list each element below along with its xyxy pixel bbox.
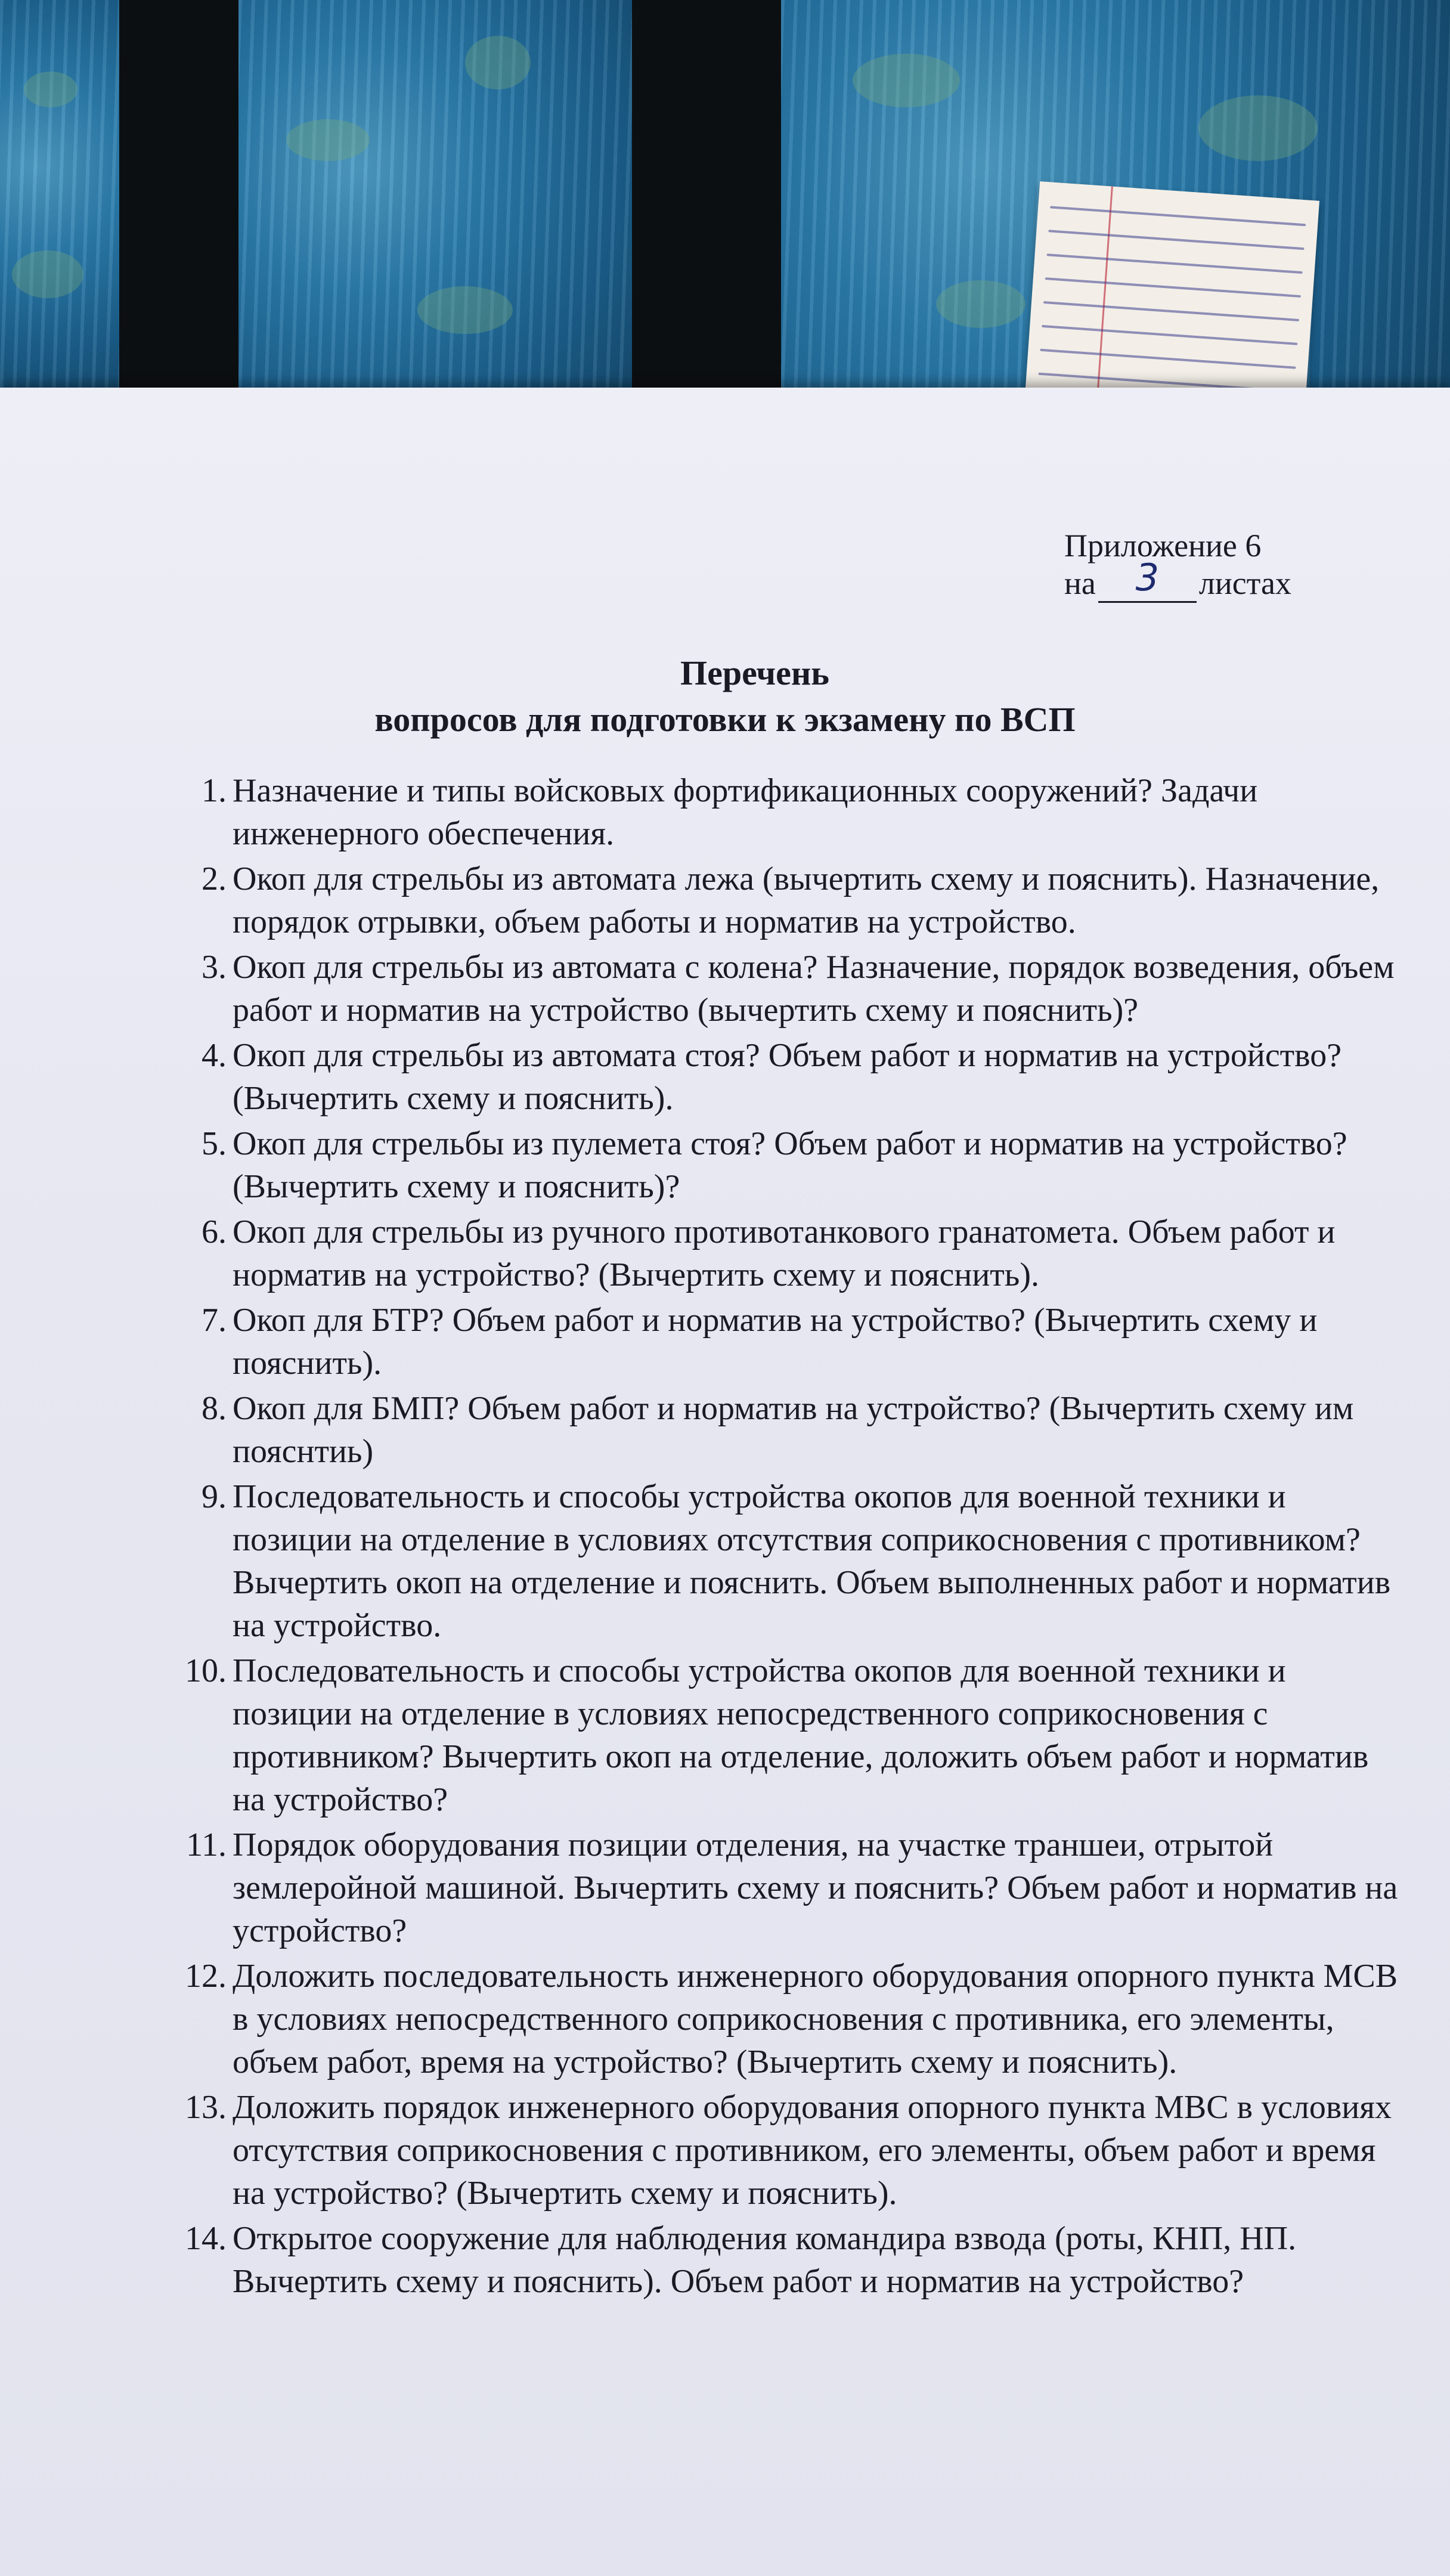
question-item [173,1475,1407,1647]
question-number: 13. [185,2089,227,2126]
question-text: Последовательность и способы устройства окопов для военной техники и позиции на отделение в условиях непосредственного соприкосновения с противником? Вычертить окоп на отделение, доложить объем работ и норматив на устройство? [233,1652,1369,1818]
question-number: 8. [202,1390,227,1427]
question-number: 3. [202,949,227,986]
question-item [173,1387,1407,1473]
question-text: Окоп для стрельбы из автомата стоя? Объем работ и норматив на устройство? (Вычертить схему и пояснить). [233,1037,1342,1117]
question-text: Окоп для стрельбы из автомата с колена? Назначение, порядок возведения, объем работ и норматив на устройство (вычертить схему и пояснить)? [233,949,1395,1029]
question-text: Окоп для БТР? Объем работ и норматив на устройство? (Вычертить схему и пояснить). [233,1302,1318,1382]
exam-questions-sheet [0,388,1450,2576]
question-number: 4. [202,1037,227,1074]
question-text: Последовательность и способы устройства окопов для военной техники и позиции на отделение в условиях отсутствия соприкосновения с противником? Вычертить окоп на отделение и пояснить. Объем выполненных работ и норматив на устройство. [233,1478,1391,1644]
title-heading: Перечень [680,654,829,692]
question-item [173,857,1407,943]
question-number: 11. [186,1826,227,1863]
question-text: Окоп для БМП? Объем работ и норматив на устройство? (Вычертить схему им пояснтиь) [233,1390,1354,1470]
document-title [0,650,1450,743]
question-item [173,946,1407,1032]
question-list [173,769,1407,2305]
question-item [173,2217,1407,2303]
question-item [173,1823,1407,1952]
question-item [173,769,1407,855]
question-text: Окоп для стрельбы из пулемета стоя? Объем работ и норматив на устройство? (Вычертить схему и пояснить)? [233,1125,1347,1205]
bench-plank [0,0,119,417]
question-text: Доложить последовательность инженерного оборудования опорного пункта МСВ в условиях непосредственного соприкосновения с противника, его элементы, объем работ, время на устройство? (Вычертить схему и пояснить). [233,1958,1398,2080]
question-number: 9. [202,1478,227,1515]
bench-background [0,0,1450,417]
question-number: 14. [185,2220,227,2257]
handwritten-note [1024,181,1319,417]
question-number: 1. [202,772,227,809]
bench-plank [238,0,632,417]
question-item [173,1034,1407,1120]
question-text: Порядок оборудования позиции отделения, на участке траншеи, отрытой землеройной машиной. Вычертить схему и пояснить? Объем работ и норматив на устройство? [233,1826,1398,1949]
appendix-prefix: на [1064,565,1096,601]
question-text: Открытое сооружение для наблюдения командира взвода (роты, КНП, НП. Вычертить схему и пояснить). Объем работ и норматив на устройство? [233,2220,1297,2300]
question-number: 7. [202,1302,227,1339]
question-item [173,1210,1407,1296]
question-number: 6. [202,1213,227,1250]
sheets-count: 3 [1135,556,1160,599]
question-text: Назначение и типы войсковых фортификационных сооружений? Задачи инженерного обеспечения. [233,772,1258,852]
question-text: Окоп для стрельбы из автомата лежа (вычертить схему и пояснить). Назначение, порядок отрывки, объем работы и норматив на устройство. [233,860,1380,940]
question-number: 12. [185,1958,227,1995]
question-item [173,1299,1407,1385]
question-item [173,2086,1407,2215]
appendix-suffix: листах [1198,565,1291,601]
question-item [173,1955,1407,2083]
appendix-label [1064,528,1291,603]
question-item [173,1649,1407,1821]
title-subheading: вопросов для подготовки к экзамену по ВСП [374,700,1076,739]
question-text: Доложить порядок инженерного оборудования опорного пункта МВС в условиях отсутствия соприкосновения с противником, его элементы, объем работ и время на устройство? (Вычертить схему и пояснить). [233,2089,1392,2212]
appendix-sheets [1064,556,1291,603]
appendix-number: Приложение 6 [1064,528,1262,564]
question-number: 5. [202,1125,227,1162]
question-text: Окоп для стрельбы из ручного противотанкового гранатомета. Объем работ и норматив на устройство? (Вычертить схему и пояснить). [233,1213,1336,1293]
question-number: 10. [185,1652,227,1689]
sheets-blank [1098,556,1197,603]
question-item [173,1122,1407,1208]
question-number: 2. [202,860,227,897]
